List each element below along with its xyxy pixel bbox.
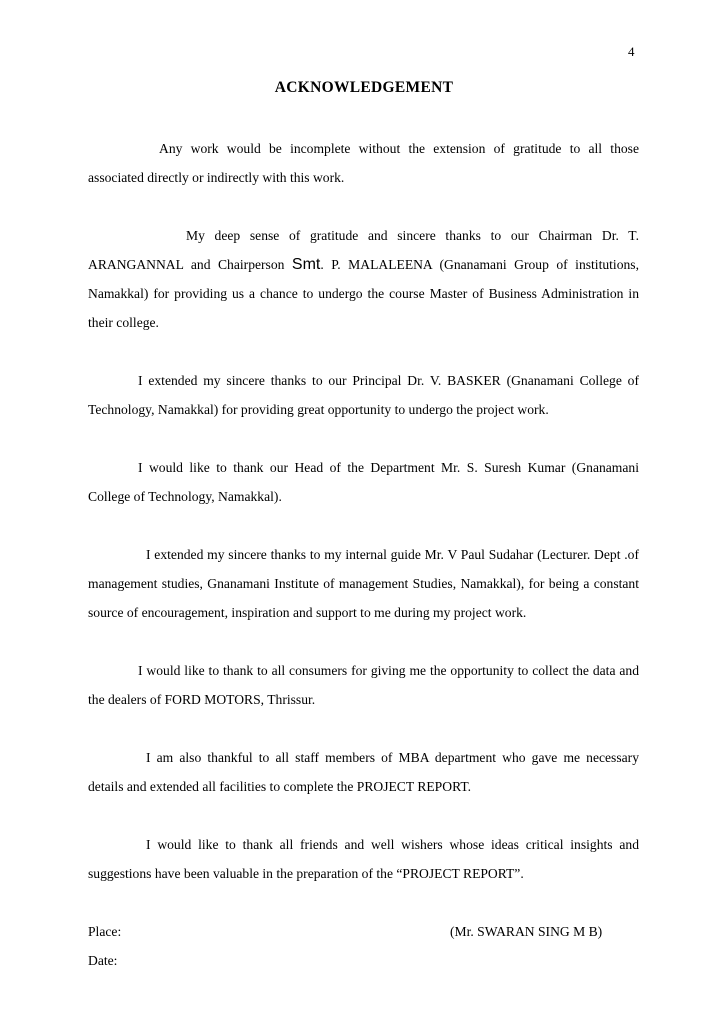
place-signature-row xyxy=(88,917,639,946)
place-label: Place: xyxy=(88,924,122,939)
paragraph-chairman-text-b: . P. MALALEENA (Gnanamani Group of institutions, Namakkal) for providing us a chance to undergo the course Master of Business Administration in their college. xyxy=(88,257,639,330)
paragraph-hod-thanks: I would like to thank our Head of the Department Mr. S. Suresh Kumar (Gnanamani College of Technology, Namakkal). xyxy=(88,460,639,504)
paragraph-staff-thanks: I am also thankful to all staff members of MBA department who gave me necessary details and extended all facilities to complete the PROJECT REPORT. xyxy=(88,750,639,794)
page-number: 4 xyxy=(628,44,635,59)
paragraph-consumers-thanks: I would like to thank to all consumers for giving me the opportunity to collect the data and the dealers of FORD MOTORS, Thrissur. xyxy=(88,663,639,707)
paragraph-chairman-thanks xyxy=(88,221,639,337)
acknowledgement-body xyxy=(88,134,639,975)
paragraph-guide-thanks: I extended my sincere thanks to my internal guide Mr. V Paul Sudahar (Lecturer. Dept .of management studies, Gnanamani Institute of management Studies, Namakkal), for being a constant source of encouragement, inspiration and support to me during my project work. xyxy=(88,547,639,620)
signature-name: (Mr. SWARAN SING M B) xyxy=(450,924,603,939)
page-title: ACKNOWLEDGEMENT xyxy=(274,79,454,96)
date-label: Date: xyxy=(88,953,118,968)
paragraph-chairman-text-a: My deep sense of gratitude and sincere thanks to our Chairman Dr. T. ARANGANNAL and Chairperson xyxy=(88,228,639,272)
paragraph-general-gratitude: Any work would be incomplete without the extension of gratitude to all those associated directly or indirectly with this work. xyxy=(88,141,639,185)
title-smt: Smt xyxy=(291,256,321,273)
date-row xyxy=(88,946,639,975)
paragraph-principal-thanks: I extended my sincere thanks to our Principal Dr. V. BASKER (Gnanamani College of Technology, Namakkal) for providing great opportunity to undergo the project work. xyxy=(88,373,639,417)
paragraph-friends-thanks: I would like to thank all friends and well wishers whose ideas critical insights and suggestions have been valuable in the preparation of the “PROJECT REPORT”. xyxy=(88,837,639,881)
